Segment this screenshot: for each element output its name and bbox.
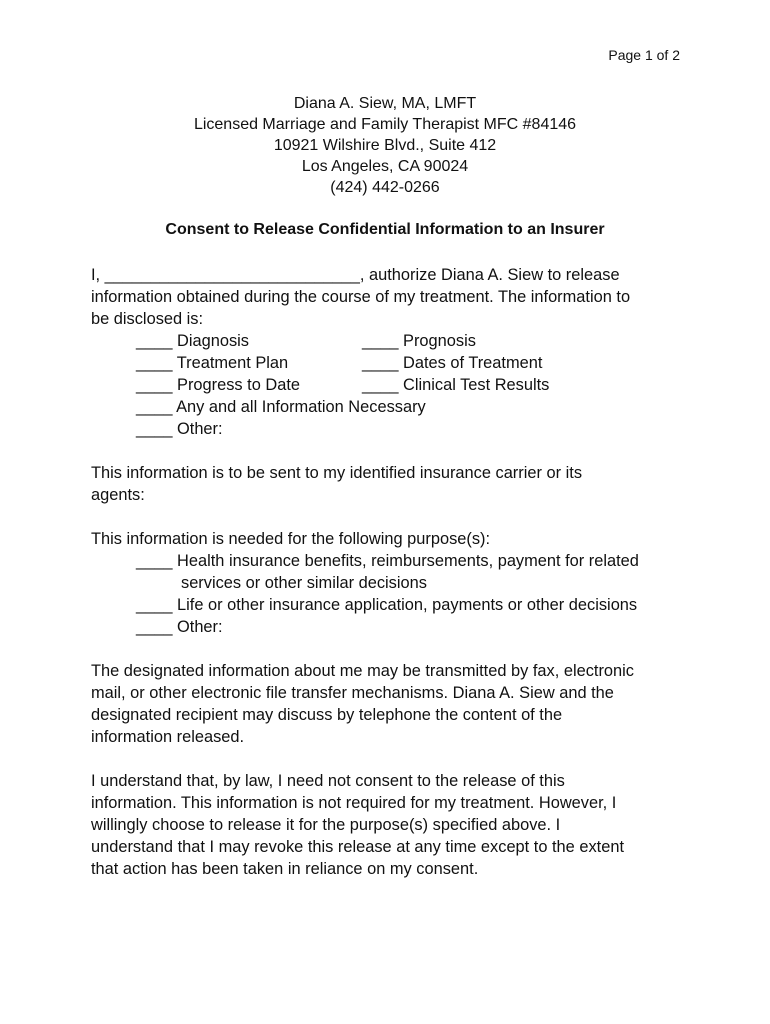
therapist-name: Diana A. Siew, MA, LMFT bbox=[293, 95, 477, 112]
option-row bbox=[136, 374, 656, 396]
transmit-paragraph bbox=[91, 660, 691, 748]
send-line: agents: bbox=[91, 486, 145, 504]
option-diagnosis: ____ Diagnosis bbox=[136, 332, 249, 350]
transmit-line: designated recipient may discuss by telephone the content of the bbox=[91, 706, 563, 724]
option-prognosis: ____ Prognosis bbox=[362, 332, 476, 350]
purpose-intro bbox=[91, 528, 691, 550]
phone-number: (424) 442-0266 bbox=[330, 179, 440, 196]
purpose-life: ____ Life or other insurance application, payments or other decisions bbox=[136, 596, 638, 614]
option-row bbox=[136, 330, 656, 352]
letterhead bbox=[0, 93, 770, 198]
understand-line: I understand that, by law, I need not consent to the release of this bbox=[91, 772, 565, 790]
purpose-health-continued: services or other similar decisions bbox=[181, 574, 427, 592]
document-title: Consent to Release Confidential Information to an Insurer bbox=[165, 221, 605, 238]
understand-paragraph bbox=[91, 770, 691, 880]
purpose-other: ____ Other: bbox=[136, 618, 223, 636]
send-line: This information is to be sent to my identified insurance carrier or its bbox=[91, 464, 583, 482]
transmit-line: information released. bbox=[91, 728, 245, 746]
disclosure-options bbox=[136, 330, 656, 440]
therapist-license: Licensed Marriage and Family Therapist MFC #84146 bbox=[193, 116, 577, 133]
option-treatment-plan: ____ Treatment Plan bbox=[136, 354, 289, 372]
understand-line: understand that I may revoke this release at any time except to the extent bbox=[91, 838, 624, 856]
transmit-line: The designated information about me may be transmitted by fax, electronic bbox=[91, 662, 634, 680]
understand-line: willingly choose to release it for the purpose(s) specified above. I bbox=[91, 816, 561, 834]
option-row bbox=[136, 418, 656, 440]
understand-line: that action has been taken in reliance on my consent. bbox=[91, 860, 479, 878]
option-progress-to-date: ____ Progress to Date bbox=[136, 376, 301, 394]
purpose-intro-line: This information is needed for the following purpose(s): bbox=[91, 530, 491, 548]
option-any-and-all: ____ Any and all Information Necessary bbox=[136, 398, 426, 416]
option-clinical-test-results: ____ Clinical Test Results bbox=[362, 376, 550, 394]
intro-line: I, ____________________________, authorize Diana A. Siew to release bbox=[91, 266, 620, 284]
transmit-line: mail, or other electronic file transfer mechanisms. Diana A. Siew and the bbox=[91, 684, 614, 702]
intro-line: be disclosed is: bbox=[91, 310, 204, 328]
purpose-health: ____ Health insurance benefits, reimbursements, payment for related bbox=[136, 552, 639, 570]
option-other: ____ Other: bbox=[136, 420, 223, 438]
option-row bbox=[136, 396, 656, 418]
option-row bbox=[136, 352, 656, 374]
understand-line: information. This information is not required for my treatment. However, I bbox=[91, 794, 617, 812]
address-line-1: 10921 Wilshire Blvd., Suite 412 bbox=[273, 137, 497, 154]
send-paragraph bbox=[91, 462, 691, 506]
intro-paragraph bbox=[91, 264, 691, 330]
purpose-options bbox=[136, 550, 696, 638]
page-number: Page 1 of 2 bbox=[608, 47, 680, 63]
address-line-2: Los Angeles, CA 90024 bbox=[301, 158, 469, 175]
intro-line: information obtained during the course of my treatment. The information to bbox=[91, 288, 631, 306]
option-dates-of-treatment: ____ Dates of Treatment bbox=[362, 354, 543, 372]
